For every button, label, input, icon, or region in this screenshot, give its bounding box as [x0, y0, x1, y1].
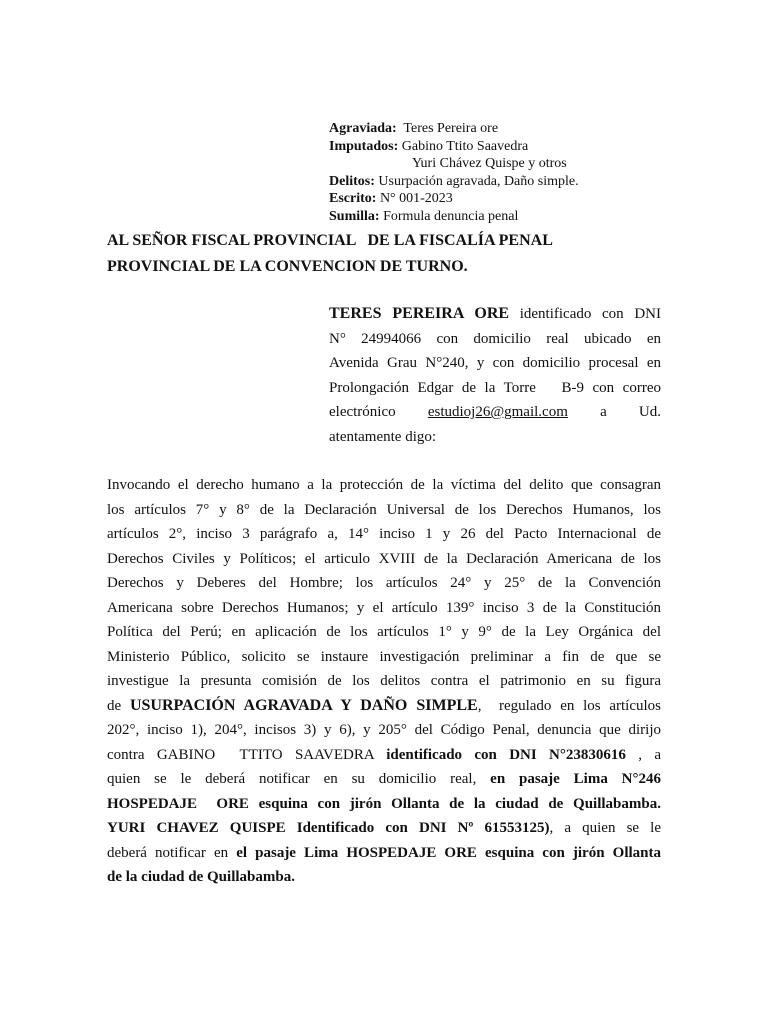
- intro-line-5-c: Ud.: [638, 404, 662, 420]
- complaint-body: [107, 473, 661, 890]
- imputados-value-2: Yuri Chávez Quispe y otros: [412, 156, 567, 172]
- delitos-row: [329, 173, 579, 191]
- intro-line-2: N° 24994066 con domicilio real ubicado en: [329, 330, 661, 347]
- email-link[interactable]: estudioj26@gmail.com: [427, 404, 568, 420]
- body-line-7: Política del Perú; en aplicación de los artículos 1° y 9° de la Ley Orgánica del: [107, 624, 661, 640]
- body-line-15-b: , a quien se le: [549, 820, 661, 836]
- addressee-heading: [107, 228, 667, 280]
- case-header: [329, 120, 579, 226]
- escrito-value: N° 001-2023: [379, 191, 453, 207]
- body-line-12: [107, 743, 661, 768]
- body-line-10-a: de: [107, 697, 122, 714]
- intro-line-5-a: electrónico: [329, 404, 396, 420]
- agraviada-row: [329, 120, 579, 138]
- body-line-12-c: , a: [625, 746, 661, 763]
- sumilla-row: [329, 208, 579, 226]
- body-line-4: Derechos Civiles y Políticos; el articulo XVIII de la Declaración Americana de los: [107, 550, 661, 567]
- body-line-8: Ministerio Público, solicito se instaure investigación preliminar a fin de que se: [107, 648, 661, 665]
- imputados-label: Imputados:: [329, 138, 399, 154]
- complainant-intro: [329, 302, 661, 449]
- sumilla-value: Formula denuncia penal: [383, 208, 519, 224]
- intro-line-3: Avenida Grau N°240, y con domicilio procesal en: [329, 355, 661, 371]
- body-line-14: HOSPEDAJE ORE esquina con jirón Ollanta de la ciudad de Quillabamba.: [107, 795, 661, 812]
- intro-line-5-b: a: [600, 404, 607, 420]
- second-accused-address: el pasaje Lima HOSPEDAJE ORE esquina con jirón Ollanta: [236, 844, 661, 861]
- body-line-10-c: , regulado en los artículos: [477, 697, 662, 714]
- delitos-label: Delitos:: [329, 173, 375, 189]
- intro-line-1-text: identificado con DNI: [519, 306, 661, 322]
- body-line-16-a: deberá notificar en: [107, 844, 237, 861]
- first-accused-address: en pasaje Lima N°246: [490, 771, 661, 787]
- body-line-9: investigue la presunta comisión de los delitos contra el patrimonio en su figura: [107, 673, 661, 689]
- body-line-10: [107, 694, 661, 719]
- imputados-row: [329, 138, 579, 156]
- imputados-value-1: Gabino Ttito Saavedra: [401, 138, 529, 154]
- intro-line-4: Prolongación Edgar de la Torre B-9 con correo: [329, 379, 661, 396]
- complainant-name: TERES PEREIRA ORE: [329, 305, 510, 322]
- escrito-row: [329, 190, 579, 208]
- intro-line-1: [329, 302, 661, 327]
- body-line-13-a: quien se le deberá notificar en su domicilio real,: [107, 771, 491, 787]
- crime-title: USURPACIÓN AGRAVADA Y DAÑO SIMPLE: [129, 696, 478, 714]
- addressee-line-1: AL SEÑOR FISCAL PROVINCIAL DE LA FISCALÍA PENAL: [107, 232, 553, 249]
- body-line-17: de la ciudad de Quillabamba.: [107, 869, 295, 885]
- body-line-3: artículos 2°, inciso 3 parágrafo a, 14° inciso 1 y 26 del Pacto Internacional de: [107, 526, 661, 542]
- imputados-row-2: [329, 155, 579, 173]
- body-line-5: Derechos y Deberes del Hombre; los artículos 24° y 25° de la Convención: [107, 575, 661, 591]
- agraviada-value: Teres Pereira ore: [403, 121, 499, 136]
- addressee-line-2: PROVINCIAL DE LA CONVENCION DE TURNO.: [107, 258, 468, 275]
- body-line-16: [107, 841, 661, 866]
- delitos-value: Usurpación agravada, Daño simple.: [378, 173, 579, 189]
- second-accused: YURI CHAVEZ QUISPE Identificado con DNI Nº 61553125): [107, 820, 550, 836]
- body-line-15: [107, 816, 661, 841]
- intro-line-5: [329, 400, 661, 425]
- sumilla-label: Sumilla:: [329, 208, 380, 224]
- body-line-12-a: contra GABINO TTITO SAAVEDRA: [107, 746, 387, 763]
- first-accused-dni: identificado con DNI N°23830616: [386, 746, 626, 763]
- body-line-13: [107, 767, 661, 792]
- body-line-2: los artículos 7° y 8° de la Declaración Universal de los Derechos Humanos, los: [107, 501, 661, 518]
- body-line-1: Invocando el derecho humano a la protección de la víctima del delito que consagran: [107, 477, 661, 493]
- escrito-label: Escrito:: [329, 191, 377, 207]
- body-line-11: 202°, inciso 1), 204°, incisos 3) y 6), y 205° del Código Penal, denuncia que dirijo: [107, 722, 661, 738]
- intro-line-6: atentamente digo:: [329, 428, 437, 445]
- body-line-6: Americana sobre Derechos Humanos; y el artículo 139° inciso 3 de la Constitución: [107, 599, 661, 616]
- agraviada-label: Agraviada:: [329, 121, 397, 136]
